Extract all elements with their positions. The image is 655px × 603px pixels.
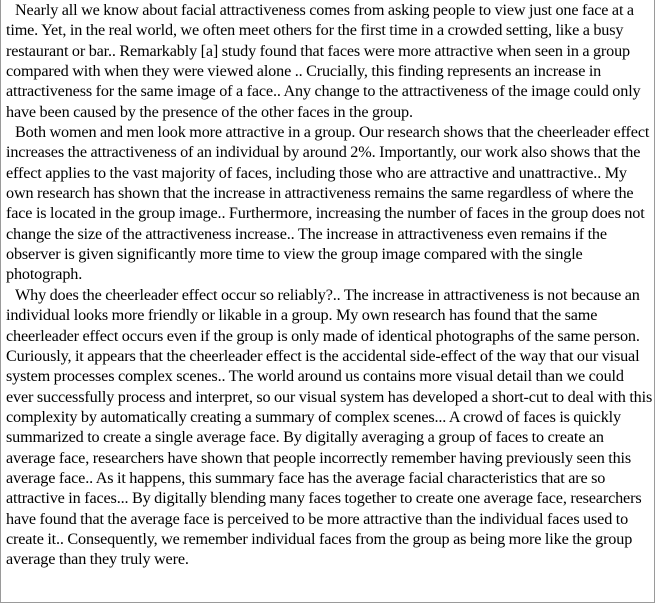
paragraph-1: Nearly all we know about facial attractiveness comes from asking people to view just one face at a time. Yet, in the real world, we often meet others for the first time in a crowded setting, like a busy restaurant or bar.. Remarkably [a] study found that faces were more attractive when seen in a group compared with when they were viewed alone .. Crucially, this finding represents an increase in attractiveness for the same image of a face.. Any change to the attractiveness of the image could only have been caused by the presence of the other faces in the group.: [6, 1, 641, 121]
paragraph-3: Why does the cheerleader effect occur so reliably?.. The increase in attractiveness is not because an individual looks more friendly or likable in a group. My own research has found that the same cheerleader effect occurs even if the group is only made of identical photographs of the same person. Curiously, it appears that the cheerleader effect is the accidental side-effect of the way that our visual system processes complex scenes.. The world around us contains more visual detail than we could ever successfully process and interpret, so our visual system has developed a short-cut to deal with this complexity by automatically creating a summary of complex scenes... A crowd of faces is quickly summarized to create a single average face. By digitally averaging a group of faces to create an average face, researchers have shown that people incorrectly remember having previously seen this average face.. As it happens, this summary face has the average facial characteristics that are so attractive in faces... By digitally blending many faces together to create one average face, researchers have found that the average face is perceived to be more attractive than the individual faces used to create it.. Consequently, we remember individual faces from the group as being more like the group average than they truly were.: [6, 285, 653, 569]
paragraph-2: Both women and men look more attractive in a group. Our research shows that the cheerleader effect increases the attractiveness of an individual by around 2%. Importantly, our work also shows that the effect applies to the vast majority of faces, including those who are attractive and unattractive.. My own research has shown that the increase in attractiveness remains the same regardless of where the face is located in the group image.. Furthermore, increasing the number of faces in the group does not change the size of the attractiveness increase.. The increase in attractiveness even remains if the observer is given significantly more time to view the group image compared with the single photograph.: [6, 123, 650, 284]
